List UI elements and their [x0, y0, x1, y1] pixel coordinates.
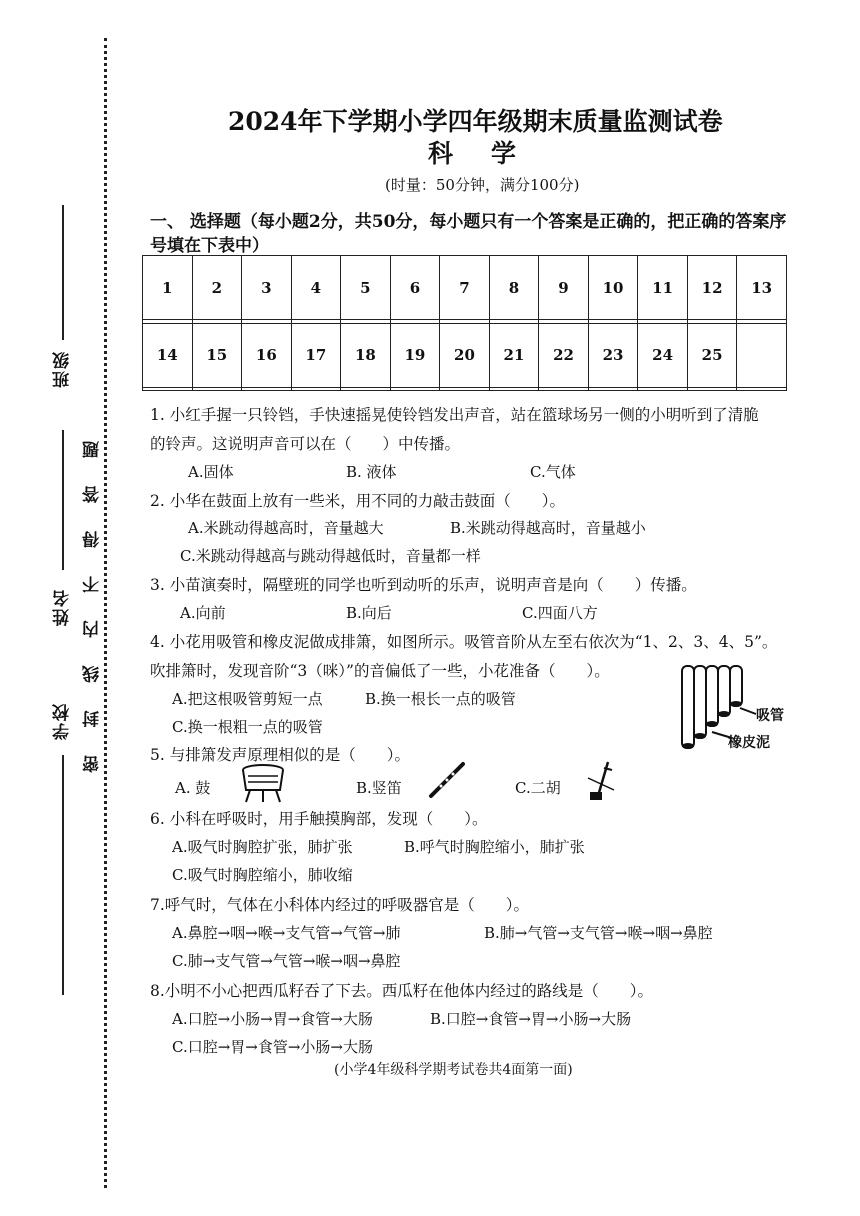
table-cell: 25 [687, 323, 737, 387]
question-1-option-b: B. 液体 [346, 463, 397, 481]
question-2-option-c: C.米跳动得越高与跳动得越低时，音量都一样 [180, 547, 481, 565]
answer-cell[interactable] [687, 387, 737, 390]
page-footer: (小学4年级科学期考试卷共4面第一面) [334, 1062, 573, 1078]
table-cell: 8 [489, 256, 539, 320]
answer-cell[interactable] [143, 387, 193, 390]
answer-table [142, 255, 787, 391]
flute-icon [425, 760, 469, 800]
question-3-option-b: B.向后 [346, 604, 392, 622]
table-cell: 9 [539, 256, 589, 320]
question-7-option-a: A.鼻腔→咽→喉→支气管→气管→肺 [172, 924, 401, 942]
table-cell: 19 [390, 323, 440, 387]
drum-icon [238, 762, 288, 804]
question-4-option-c: C.换一根粗一点的吸管 [172, 718, 323, 736]
table-row [143, 323, 787, 387]
question-5-option-a: A. 鼓 [175, 779, 211, 797]
table-cell: 15 [192, 323, 242, 387]
answer-cell[interactable] [737, 387, 787, 390]
table-cell: 12 [687, 256, 737, 320]
table-cell: 6 [390, 256, 440, 320]
table-cell: 13 [737, 256, 787, 320]
question-3: 3. 小苗演奏时，隔壁班的同学也听到动听的乐声，说明声音是向（ ）传播。 [150, 576, 697, 594]
question-4-line-2: 吹排箫时，发现音阶“3（咪）”的音偏低了一些，小花准备（ ）。 [150, 662, 610, 680]
question-4-option-b: B.换一根长一点的吸管 [365, 690, 516, 708]
question-6-option-b: B.呼气时胸腔缩小，肺扩张 [404, 838, 585, 856]
school-label: 学校 [53, 702, 73, 740]
table-cell [737, 323, 787, 387]
question-5: 5. 与排箫发声原理相似的是（ ）。 [150, 746, 410, 764]
answer-cell[interactable] [539, 387, 589, 390]
question-8: 8.小明不小心把西瓜籽吞了下去。西瓜籽在他体内经过的路线是（ ）。 [150, 982, 654, 1000]
question-5-option-b: B.竖笛 [356, 779, 402, 797]
question-6: 6. 小科在呼吸时，用手触摸胸部，发现（ ）。 [150, 810, 488, 828]
table-row [143, 256, 787, 320]
table-cell: 18 [341, 323, 391, 387]
question-5-option-c: C.二胡 [515, 779, 561, 797]
table-cell: 23 [588, 323, 638, 387]
question-3-option-a: A.向前 [180, 604, 226, 622]
class-underline [62, 205, 64, 340]
table-cell: 4 [291, 256, 341, 320]
erhu-icon [582, 760, 618, 804]
question-1-option-c: C.气体 [530, 463, 576, 481]
question-1-line-2: 的铃声。这说明声音可以在（ ）中传播。 [150, 435, 461, 453]
answer-cell[interactable] [390, 387, 440, 390]
question-1-line-1: 1. 小红手握一只铃铛，手快速摇晃使铃铛发出声音，站在篮球场另一侧的小明听到了清脆 [150, 406, 759, 424]
subject-title: 科学 [428, 139, 555, 168]
question-8-option-a: A.口腔→小肠→胃→食管→大肠 [172, 1010, 373, 1028]
answer-cell[interactable] [341, 387, 391, 390]
exam-title: 2024年下学期小学四年级期末质量监测试卷 [228, 107, 723, 136]
question-3-option-c: C.四面八方 [522, 604, 598, 622]
question-1-option-a: A.固体 [188, 463, 234, 481]
question-4-option-a: A.把这根吸管剪短一点 [172, 690, 323, 708]
table-cell: 1 [143, 256, 193, 320]
question-2-option-b: B.米跳动得越高时，音量越小 [450, 519, 646, 537]
name-label: 姓名 [53, 588, 73, 626]
answer-cell[interactable] [638, 387, 688, 390]
question-8-option-b: B.口腔→食管→胃→小肠→大肠 [430, 1010, 632, 1028]
table-cell: 22 [539, 323, 589, 387]
section-heading: 一、 选择题（每小题2分，共50分，每小题只有一个答案是正确的，把正确的答案序号填在下表中） [150, 212, 787, 256]
table-cell: 21 [489, 323, 539, 387]
table-cell: 16 [242, 323, 292, 387]
question-7-option-c: C.肺→支气管→气管→喉→咽→鼻腔 [172, 952, 401, 970]
table-cell: 3 [242, 256, 292, 320]
answer-cell[interactable] [588, 387, 638, 390]
question-2-option-a: A.米跳动得越高时，音量越大 [188, 519, 384, 537]
table-cell: 17 [291, 323, 341, 387]
table-cell: 2 [192, 256, 242, 320]
table-cell: 14 [143, 323, 193, 387]
name-underline [62, 430, 64, 570]
table-cell: 5 [341, 256, 391, 320]
question-6-option-c: C.吸气时胸腔缩小，肺收缩 [172, 866, 353, 884]
seal-notice: 密 封 线 内 不 得 答 题 [83, 430, 103, 773]
answer-row [143, 387, 787, 390]
question-4-line-1: 4. 小花用吸管和橡皮泥做成排箫，如图所示。吸管音阶从左至右依次为“1、2、3、4、5”。 [150, 633, 778, 651]
answer-cell[interactable] [242, 387, 292, 390]
table-cell: 7 [440, 256, 490, 320]
question-7: 7.呼气时，气体在小科体内经过的呼吸器官是（ ）。 [150, 896, 530, 914]
question-2: 2. 小华在鼓面上放有一些米，用不同的力敲击鼓面（ ）。 [150, 492, 565, 510]
answer-cell[interactable] [192, 387, 242, 390]
question-7-option-b: B.肺→气管→支气管→喉→咽→鼻腔 [484, 924, 713, 942]
table-cell: 24 [638, 323, 688, 387]
table-cell: 11 [638, 256, 688, 320]
table-cell: 20 [440, 323, 490, 387]
figure-label-clay: 橡皮泥 [728, 735, 770, 751]
answer-cell[interactable] [489, 387, 539, 390]
figure-label-straw: 吸管 [756, 708, 784, 724]
question-6-option-a: A.吸气时胸腔扩张，肺扩张 [172, 838, 353, 856]
table-cell: 10 [588, 256, 638, 320]
question-8-option-c: C.口腔→胃→食管→小肠→大肠 [172, 1038, 373, 1056]
answer-cell[interactable] [440, 387, 490, 390]
school-underline [62, 755, 64, 995]
answer-cell[interactable] [291, 387, 341, 390]
exam-timing: (时量：50分钟，满分100分) [385, 176, 580, 194]
class-label: 班级 [53, 350, 73, 388]
